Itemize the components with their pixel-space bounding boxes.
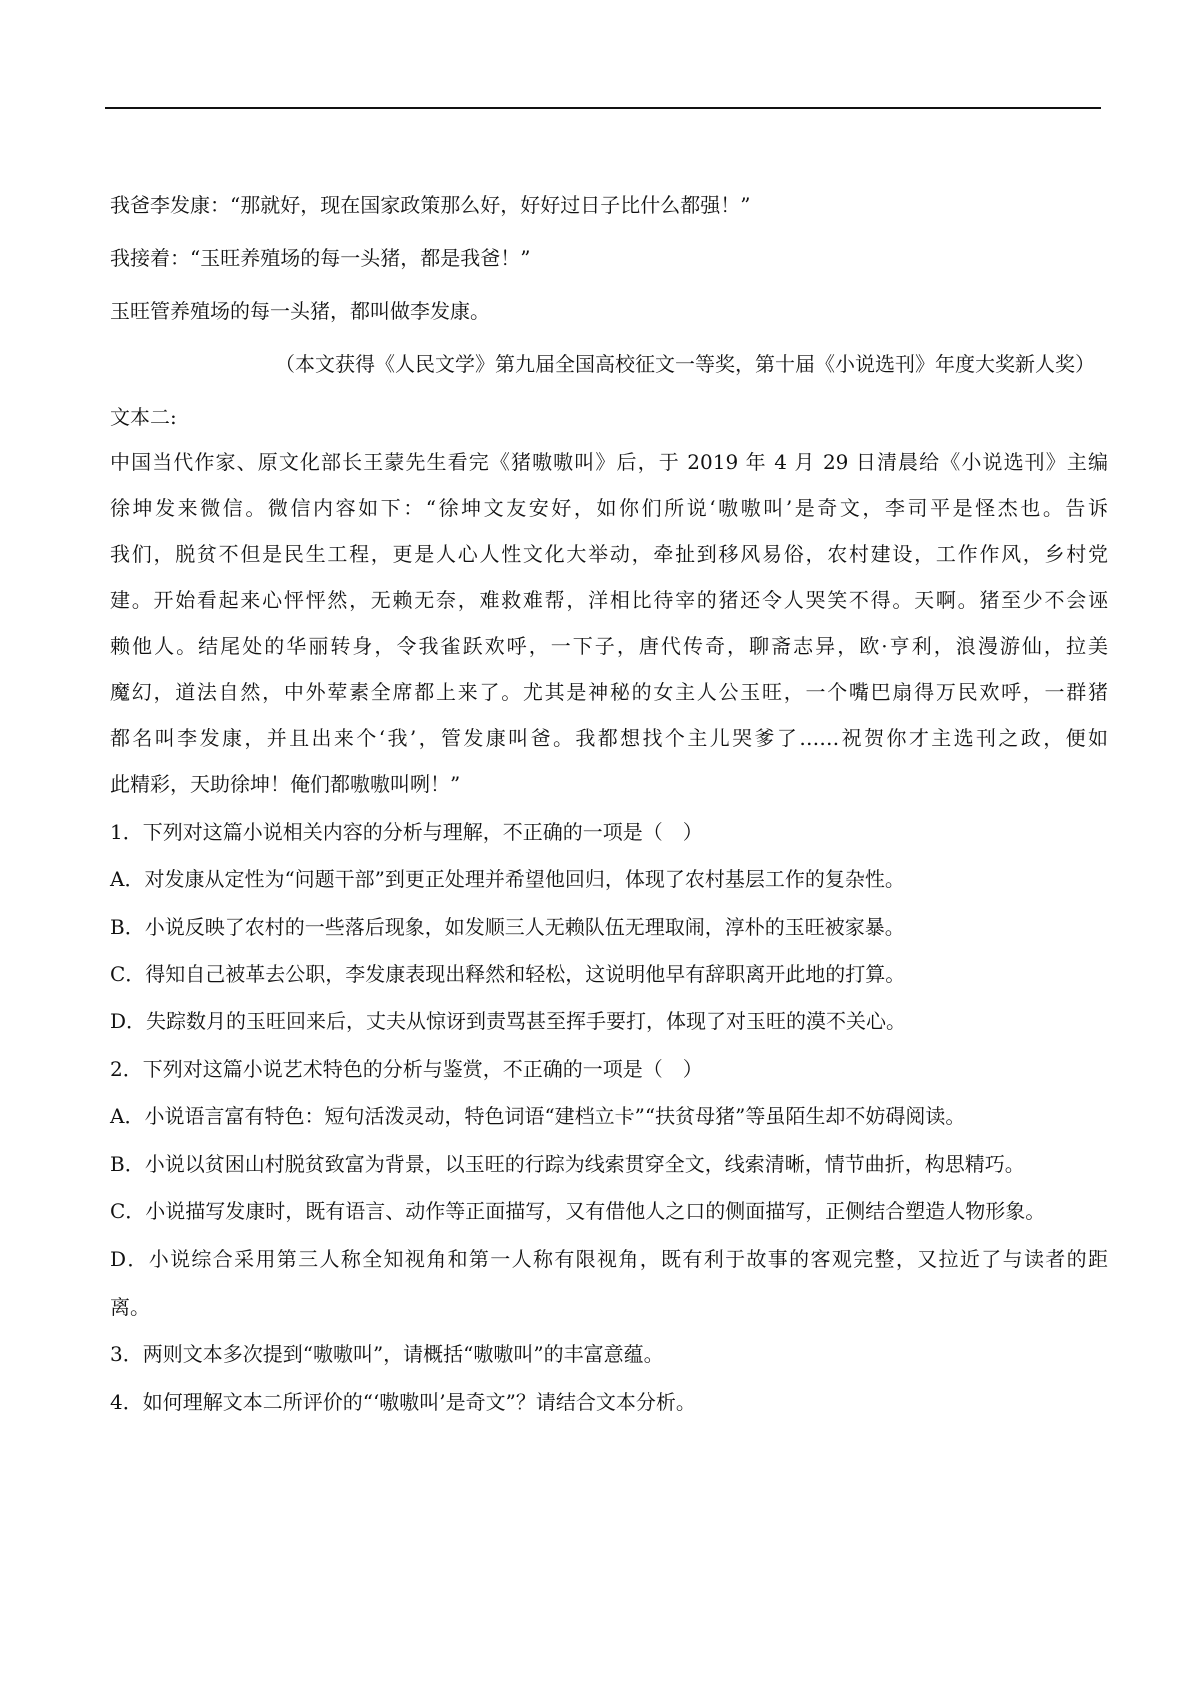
- q1-option-d: D．失踪数月的玉旺回来后，丈夫从惊讶到责骂甚至挥手要打，体现了对玉旺的漠不关心。: [110, 1009, 907, 1033]
- q1-option-b: B．小说反映了农村的一些落后现象，如发顺三人无赖队伍无理取闹，淳朴的玉旺被家暴。: [110, 915, 905, 939]
- section-heading: 文本二:: [110, 405, 177, 429]
- question-2: 2．下列对这篇小说艺术特色的分析与鉴赏，不正确的一项是（ ）: [110, 1057, 703, 1081]
- header-rule: [105, 107, 1101, 109]
- text-line: 都名叫李发康，并且出来个‘我’，管发康叫爸。我都想找个主儿哭爹了……祝贺你才主选刊之政，便如: [110, 726, 1108, 750]
- question-3: 3．两则文本多次提到“嗷嗷叫”，请概括“嗷嗷叫”的丰富意蕴。: [110, 1342, 664, 1366]
- q2-option-a: A．小说语言富有特色：短句活泼灵动，特色词语“建档立卡”“扶贫母猪”等虽陌生却不妨碍阅读。: [110, 1104, 966, 1128]
- text-line: 我们，脱贫不但是民生工程，更是人心人性文化大举动，牵扯到移风易俗，农村建设，工作作风，乡村党: [110, 542, 1108, 566]
- source-note: （本文获得《人民文学》第九届全国高校征文一等奖，第十届《小说选刊》年度大奖新人奖）: [275, 352, 1095, 376]
- text-line: 建。开始看起来心怦怦然，无赖无奈，难救难帮，洋相比待宰的猪还令人哭笑不得。天啊。猪至少不会诬: [110, 588, 1108, 612]
- text-line: 魔幻，道法自然，中外荤素全席都上来了。尤其是神秘的女主人公玉旺，一个嘴巴扇得万民欢呼，一群猪: [110, 680, 1108, 704]
- text-line: 我爸李发康：“那就好，现在国家政策那么好，好好过日子比什么都强！”: [110, 193, 751, 217]
- q2-option-b: B．小说以贫困山村脱贫致富为背景，以玉旺的行踪为线索贯穿全文，线索清晰，情节曲折，构思精巧。: [110, 1152, 1025, 1176]
- text-line: 玉旺管养殖场的每一头猪，都叫做李发康。: [110, 299, 490, 323]
- q1-option-c: C．得知自己被革去公职，李发康表现出释然和轻松，这说明他早有辞职离开此地的打算。: [110, 962, 906, 986]
- q1-option-a: A．对发康从定性为“问题干部”到更正处理并希望他回归，体现了农村基层工作的复杂性。: [110, 867, 905, 891]
- text-line: 中国当代作家、原文化部长王蒙先生看完《猪嗷嗷叫》后，于 2019 年 4 月 29 日清晨给《小说选刊》主编: [110, 450, 1108, 474]
- q2-option-d-continued: 离。: [110, 1295, 150, 1319]
- question-1: 1．下列对这篇小说相关内容的分析与理解，不正确的一项是（ ）: [110, 820, 703, 844]
- text-line: 徐坤发来微信。微信内容如下：“徐坤文友安好，如你们所说‘嗷嗷叫’是奇文，李司平是怪杰也。告诉: [110, 496, 1108, 520]
- question-4: 4．如何理解文本二所评价的“‘嗷嗷叫’是奇文”？请结合文本分析。: [110, 1390, 696, 1414]
- text-line: 我接着：“玉旺养殖场的每一头猪，都是我爸！”: [110, 246, 531, 270]
- q2-option-d: D．小说综合采用第三人称全知视角和第一人称有限视角，既有利于故事的客观完整，又拉近了与读者的距: [110, 1247, 1108, 1271]
- text-line: 赖他人。结尾处的华丽转身，令我雀跃欢呼，一下子，唐代传奇，聊斋志异，欧·亨利，浪漫游仙，拉美: [110, 634, 1108, 658]
- q2-option-c: C．小说描写发康时，既有语言、动作等正面描写，又有借他人之口的侧面描写，正侧结合塑造人物形象。: [110, 1199, 1046, 1223]
- text-line: 此精彩，天助徐坤！俺们都嗷嗷叫咧！”: [110, 772, 461, 796]
